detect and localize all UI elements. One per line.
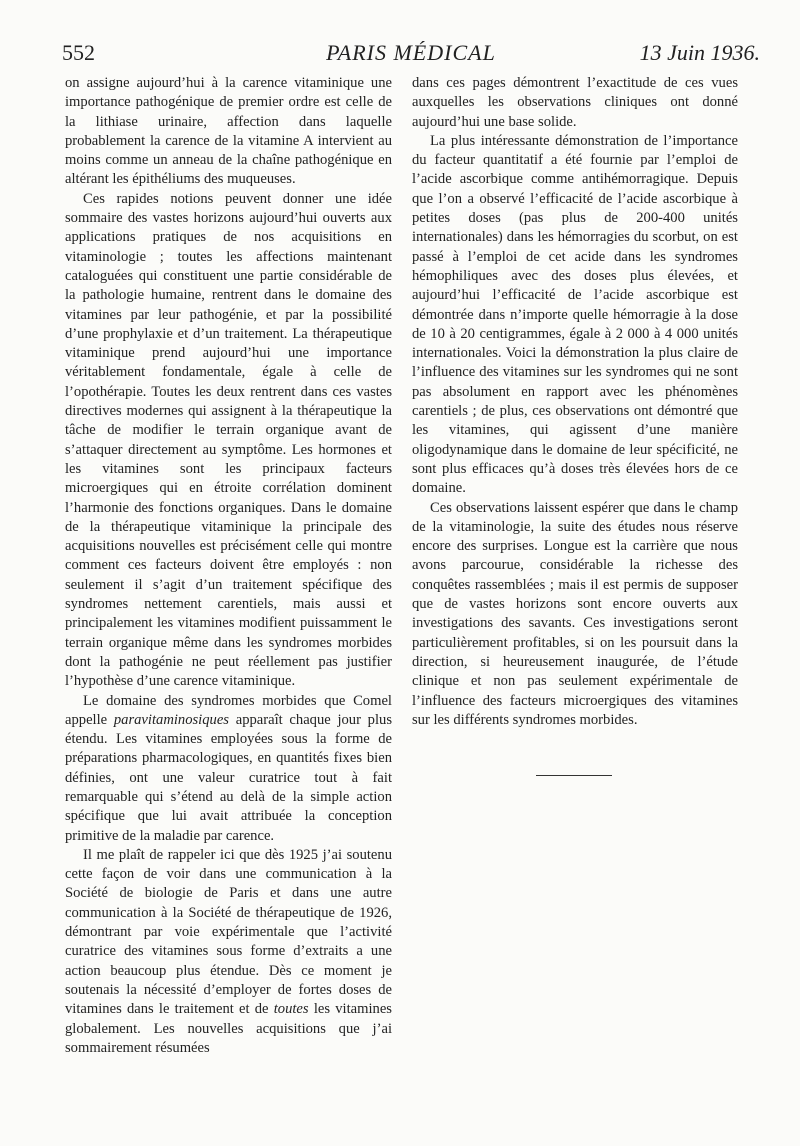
paragraph: dans ces pages démontrent l’exactitude de ces vues auxquelles les observations cliniques ont donné aujourd’hui une base solide. — [412, 75, 738, 130]
page-header — [62, 38, 760, 68]
text-run: les vitamines globalement. Les nouvelles acquisitions que j’ai sommairement résumées — [65, 1001, 392, 1056]
paragraph: on assigne aujourd’hui à la carence vitaminique une importance pathogénique de premier ordre est celle de la lithiase urinaire, affection dans laquelle probablement la carence de la vitamine A intervient au moins comme un anneau de la chaîne pathogénique en altérant les épithéliums des muqueuses. — [65, 75, 392, 188]
end-of-article-rule — [536, 775, 612, 776]
paragraph: Ces observations laissent espérer que dans le champ de la vitaminologie, la suite des études nous réserve encore des surprises. Longue est la carrière que nous avons parcourue, considérable la richesse des conquêtes rassemblées ; mais il est permis de supposer que de vastes horizons sont encore ouverts aux investigations des savants. Ces investigations seront particulièrement profitables, si on les poursuit dans la direction, si heureusement inaugurée, de l’étude clinique et non pas seulement expérimentale de l’influence des facteurs microergiques des vitamines sur les différents syndromes morbides. — [412, 499, 738, 728]
italic-term: paravitaminosiques — [113, 711, 229, 728]
page-number: 552 — [62, 40, 95, 65]
journal-title: PARIS MÉDICAL — [326, 40, 496, 65]
issue-date: 13 Juin 1936. — [639, 40, 760, 65]
left-column — [65, 74, 392, 1058]
right-column — [412, 74, 738, 730]
paragraph: La plus intéressante démonstration de l’importance du facteur quantitatif a été fournie par l’emploi de l’acide ascorbique comme antihémorragique. Depuis que l’on a observé l’efficacité de l’acide ascorbique à petites doses (pas plus de 200-400 unités internationales) dans les hémorragies du scorbut, on est passé à l’emploi de cet acide dans les syndromes hémophiliques avec des doses plus élevées, et aujourd’hui l’efficacité de l’acide ascorbique est démontrée dans n’importe quelle hémorragie à la dose de 10 à 20 centigrammes, égale à 2 000 à 4 000 unités internationales. Voici la démonstration la plus claire de l’influence des vitamines sur les syndromes qui ne sont pas absolument en rapport avec les phénomènes carentiels ; de plus, ces observations ont démontré que les vitamines, qui agissent d’une manière oligodynamique dans le domaine de leur spécificité, ne sont plus efficaces qu’à doses très élevées hors de ce domaine. — [412, 132, 738, 497]
paragraph — [65, 846, 392, 1058]
italic-term: toutes — [273, 1001, 309, 1018]
text-run: Il me plaît de rappeler ici que dès 1925 j’ai soutenu cette façon de voir dans une communication à la Société de biologie de Paris et dans une autre communication à la Société de thérapeutique de 1926, démontrant par voie expérimentale que l’activité curatrice des vitamines sous forme d’extraits a une action beaucoup plus étendue. Dès ce moment je soutenais la nécessité d’employer de fortes doses de vitamines dans le traitement et de — [65, 846, 392, 1018]
paragraph — [65, 692, 392, 846]
text-run: Le domaine des syndromes morbides que Comel appelle — [65, 692, 392, 728]
paragraph: Ces rapides notions peuvent donner une idée sommaire des vastes horizons aujourd’hui ouverts aux applications pratiques de nos acquisitions en vitaminologie ; toutes les affections maintenant cataloguées qui constituent une partie considérable de la pathologie humaine, rentrent dans le domaine des vitamines par leur pathogénie, et par la possibilité d’une prophylaxie et d’un traitement. La thérapeutique vitaminique prend aujourd’hui une importance véritablement fondamentale, égale à celle de l’opothérapie. Toutes les deux rentrent dans ces vastes directives modernes qui assignent à la thérapeutique la tâche de modifier le terrain organique avant de s’attaquer directement au symptôme. Les hormones et les vitamines sont les principaux facteurs microergiques qui en étroite corrélation dominent l’harmonie des fonctions organiques. Dans le domaine de la thérapeutique vitaminique la principale des acquisitions nouvelles est précisément celle qui montre comment ces facteurs doivent être employés : non seulement il s’agit d’un traitement spécifique des syndromes nettement carentiels, mais aussi et principalement les vitamines modifient puissamment le terrain organique même dans les syndromes morbides dont la pathogénie ne peut réellement pas justifier l’hypothèse d’une carence vitaminique. — [65, 190, 392, 690]
text-run: apparaît chaque jour plus étendu. Les vitamines employées sous la forme de préparations pharmacologiques, en quantités fixes bien définies, ont une valeur curatrice tout à fait remarquable qui s’étend au delà de la simple action spécifique que lui avait attribuée la conception primitive de la maladie par carence. — [65, 711, 392, 844]
